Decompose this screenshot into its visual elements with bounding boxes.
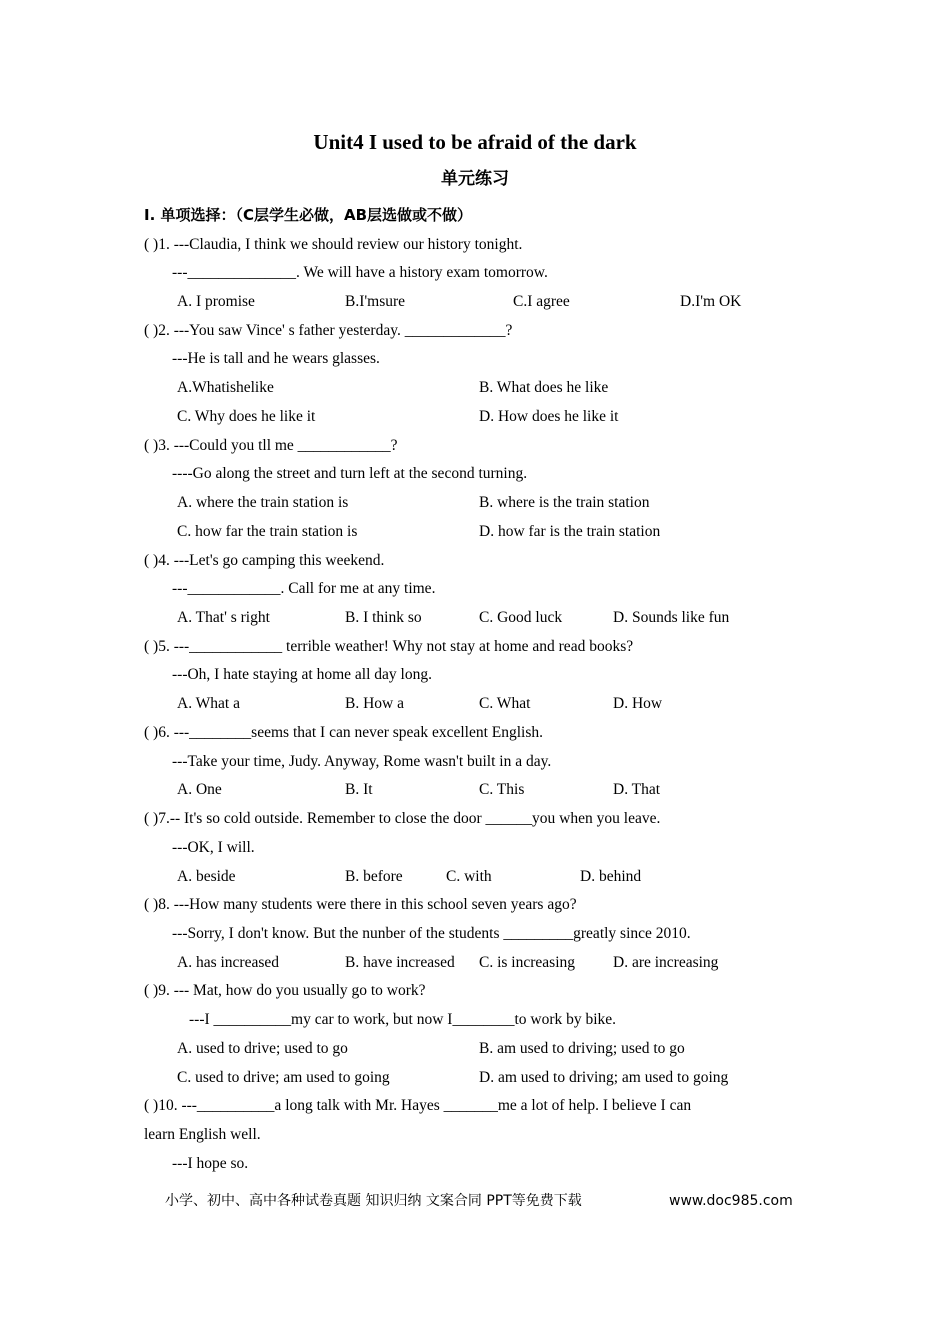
question-2-option-d: D. How does he like it: [479, 408, 619, 425]
question-3-stem: ( )3. ---Could you tll me ____________?: [144, 437, 398, 454]
question-3-option-d: D. how far is the train station: [479, 523, 661, 540]
question-9-stem: ( )9. --- Mat, how do you usually go to work?: [144, 982, 426, 999]
question-6-stem: ( )6. ---________seems that I can never speak excellent English.: [144, 724, 543, 741]
question-5-option-c: C. What: [479, 695, 531, 712]
question-4-response: ---____________. Call for me at any time.: [172, 580, 436, 597]
question-7-stem: ( )7.-- It's so cold outside. Remember to close the door ______you when you leave.: [144, 810, 661, 827]
question-6-response: ---Take your time, Judy. Anyway, Rome wasn't built in a day.: [172, 753, 552, 770]
question-4-option-b: B. I think so: [345, 609, 422, 626]
question-9-option-b: B. am used to driving; used to go: [479, 1040, 685, 1057]
question-7-option-a: A. beside: [177, 868, 236, 885]
question-8-option-b: B. have increased: [345, 954, 455, 971]
question-6-option-d: D. That: [613, 781, 661, 798]
question-5-option-b: B. How a: [345, 695, 404, 712]
question-1-stem: ( )1. ---Claudia, I think we should review our history tonight.: [144, 236, 523, 253]
footer-text: 小学、初中、高中各种试卷真题 知识归纳 文案合同 PPT等免费下载: [165, 1193, 582, 1209]
question-8-response: ---Sorry, I don't know. But the nunber of the students _________greatly since 2010.: [172, 925, 691, 942]
question-10-stem: ( )10. ---__________a long talk with Mr. Hayes _______me a lot of help. I believe I can: [144, 1097, 692, 1114]
question-5-option-a: A. What a: [177, 695, 240, 712]
question-4-stem: ( )4. ---Let's go camping this weekend.: [144, 552, 385, 569]
question-6-option-a: A. One: [177, 781, 222, 798]
question-9-response: ---I __________my car to work, but now I________to work by bike.: [189, 1011, 617, 1028]
question-1-option-c: C.I agree: [513, 293, 570, 310]
question-5-option-d: D. How: [613, 695, 663, 712]
question-5-stem: ( )5. ---____________ terrible weather! Why not stay at home and read books?: [144, 638, 634, 655]
question-2-option-b: B. What does he like: [479, 379, 609, 396]
page-title: Unit4 I used to be afraid of the dark: [313, 130, 637, 154]
question-9-option-c: C. used to drive; am used to going: [177, 1069, 390, 1086]
question-8-option-d: D. are increasing: [613, 954, 719, 971]
question-10-response: ---I hope so.: [172, 1155, 249, 1172]
question-6-option-b: B. It: [345, 781, 373, 798]
question-4-option-c: C. Good luck: [479, 609, 563, 626]
question-1-option-b: B.I'msure: [345, 293, 406, 310]
question-7-option-c: C. with: [446, 868, 492, 885]
question-9-option-d: D. am used to driving; am used to going: [479, 1069, 729, 1086]
question-7-option-b: B. before: [345, 868, 403, 885]
question-8-option-c: C. is increasing: [479, 954, 575, 971]
question-8-option-a: A. has increased: [177, 954, 279, 971]
question-1-option-a: A. I promise: [177, 293, 255, 310]
question-1-response: ---______________. We will have a history exam tomorrow.: [172, 264, 548, 281]
question-2-option-c: C. Why does he like it: [177, 408, 316, 425]
question-2-response: ---He is tall and he wears glasses.: [172, 350, 380, 367]
question-6-option-c: C. This: [479, 781, 525, 798]
question-1-option-d: D.I'm OK: [680, 293, 742, 310]
question-3-response: ----Go along the street and turn left at the second turning.: [172, 465, 528, 482]
question-2-stem: ( )2. ---You saw Vince' s father yesterday. _____________?: [144, 322, 513, 339]
question-3-option-a: A. where the train station is: [177, 494, 349, 511]
question-9-option-a: A. used to drive; used to go: [177, 1040, 348, 1057]
question-7-response: ---OK, I will.: [172, 839, 255, 856]
question-10-stem-continued: learn English well.: [144, 1126, 261, 1143]
page-subtitle: 单元练习: [441, 169, 509, 189]
footer-link[interactable]: www.doc985.com: [669, 1193, 793, 1209]
question-4-option-a: A. That' s right: [177, 609, 270, 626]
question-7-option-d: D. behind: [580, 868, 642, 885]
question-2-option-a: A.Whatishelike: [177, 379, 274, 396]
question-3-option-c: C. how far the train station is: [177, 523, 358, 540]
question-4-option-d: D. Sounds like fun: [613, 609, 730, 626]
question-3-option-b: B. where is the train station: [479, 494, 650, 511]
question-8-stem: ( )8. ---How many students were there in this school seven years ago?: [144, 896, 577, 913]
question-5-response: ---Oh, I hate staying at home all day long.: [172, 666, 432, 683]
section-heading: I. 单项选择：（C层学生必做，AB层选做或不做）: [144, 206, 473, 224]
